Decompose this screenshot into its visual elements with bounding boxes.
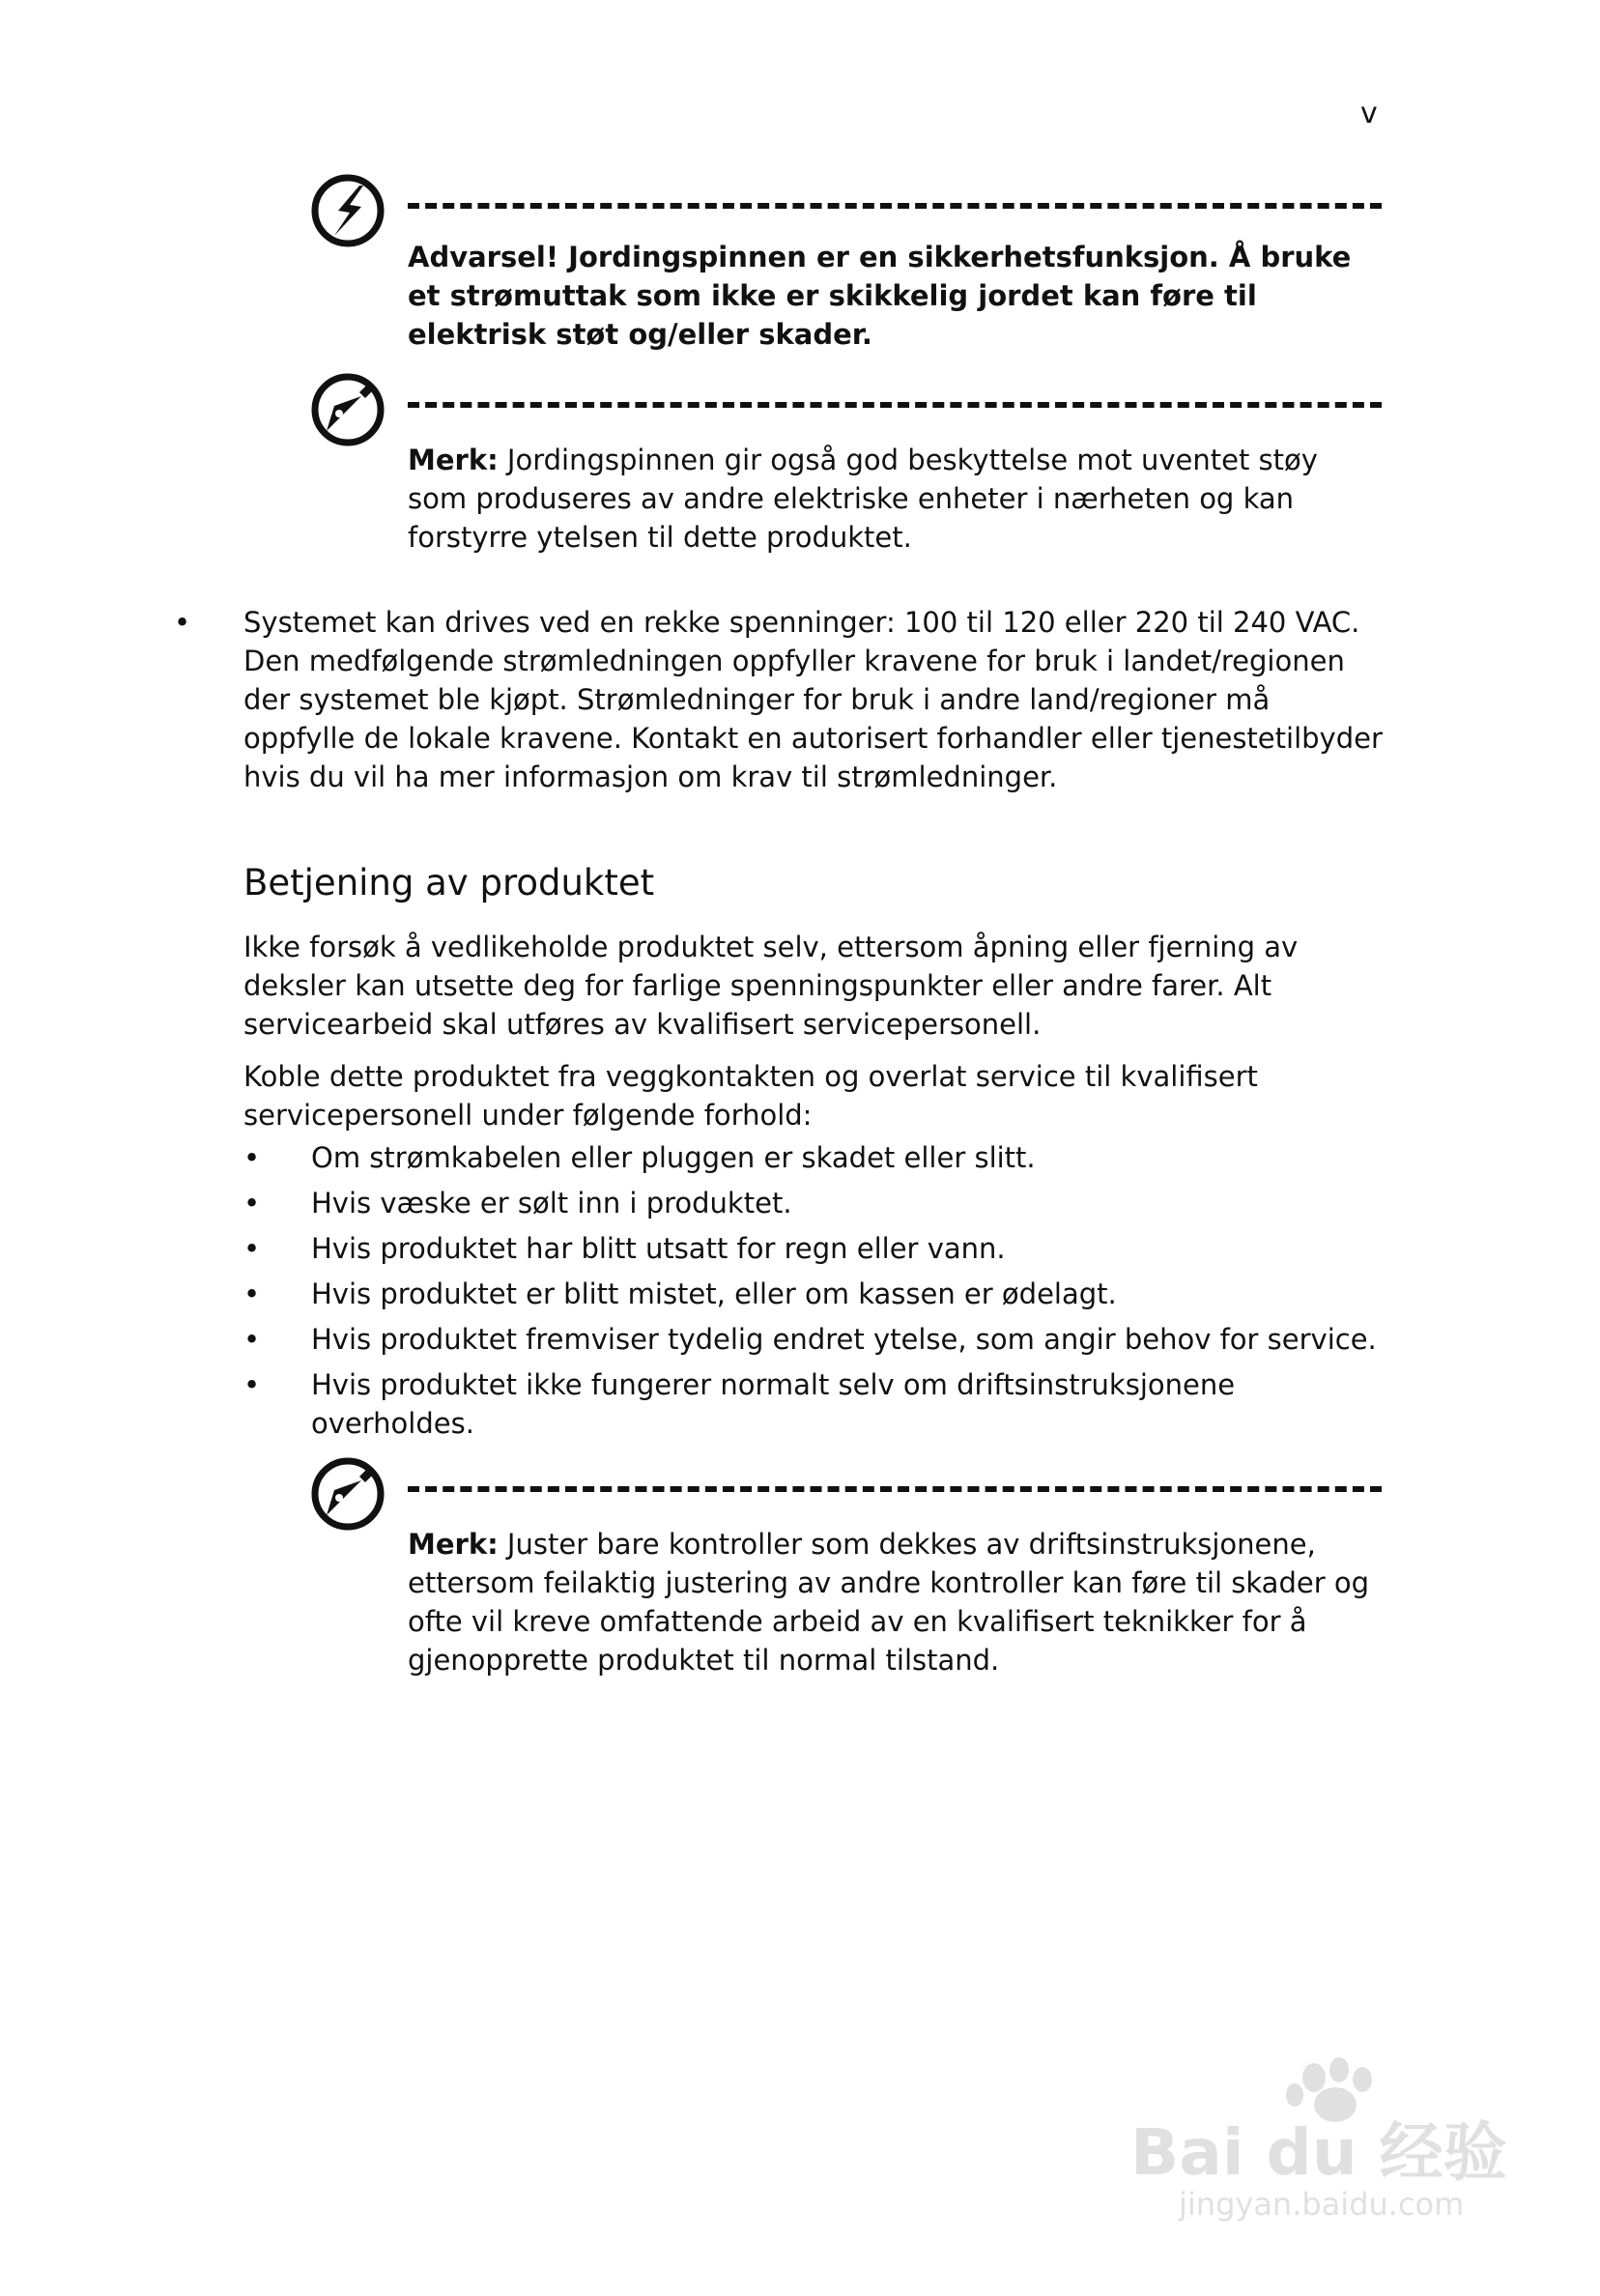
voltage-bullet bbox=[174, 603, 1384, 796]
list-item bbox=[243, 1275, 1393, 1313]
bullet-marker: • bbox=[174, 606, 191, 639]
list-item bbox=[243, 1138, 1393, 1177]
note-body: Jordingspinnen gir også god beskyttelse mot uventet støy som produseres av andre elektriske enheter i nærheten og kan forstyrre ytelsen til dette produktet. bbox=[408, 444, 1318, 554]
list-item bbox=[243, 1184, 1393, 1222]
list-item bbox=[243, 1229, 1393, 1268]
section-paragraph-2: Koble dette produktet fra veggkontakten og overlat service til kvalifisert servicepersonell under følgende forhold: bbox=[243, 1060, 1258, 1132]
bullet-marker: • bbox=[243, 1141, 261, 1174]
note-1-text bbox=[408, 441, 1382, 557]
list-item-text: Hvis produktet fremviser tydelig endret ytelse, som angir behov for service. bbox=[311, 1323, 1377, 1356]
bullet-marker: • bbox=[243, 1277, 261, 1310]
note-divider bbox=[408, 402, 1382, 408]
note-2-text bbox=[408, 1525, 1382, 1679]
note-body: Juster bare kontroller som dekkes av driftsinstruksjonene, ettersom feilaktig justering av andre kontroller kan føre til skader og ofte vil kreve omfattende arbeid av en kvalifisert teknikker for å gjenopprette produktet til normal tilstand. bbox=[408, 1528, 1369, 1677]
page-number: v bbox=[1360, 97, 1378, 130]
list-item bbox=[243, 1365, 1393, 1443]
bullet-marker: • bbox=[243, 1187, 261, 1220]
list-item-text: Hvis væske er sølt inn i produktet. bbox=[311, 1187, 792, 1220]
note-label: Merk: bbox=[408, 444, 499, 476]
warning-text: Advarsel! Jordingspinnen er en sikkerhetsfunksjon. Å bruke et strømuttak som ikke er skikkelig jordet kan føre til elektrisk støt og/eller skader. bbox=[408, 241, 1352, 351]
list-item-text: Hvis produktet er blitt mistet, eller om kassen er ødelagt. bbox=[311, 1277, 1117, 1310]
section-heading: Betjening av produktet bbox=[243, 862, 655, 904]
note-divider bbox=[408, 203, 1382, 209]
note-label: Merk: bbox=[408, 1528, 499, 1561]
note-divider bbox=[408, 1486, 1382, 1492]
note-2 bbox=[309, 1455, 1382, 1707]
baidu-watermark bbox=[1121, 2029, 1507, 2223]
warning-note bbox=[309, 172, 1382, 365]
bullet-marker: • bbox=[243, 1232, 261, 1265]
section-paragraph-1: Ikke forsøk å vedlikeholde produktet selv, ettersom åpning eller fjerning av deksler kan utsette deg for farlige spenningspunkter eller andre farer. Alt servicearbeid skal utføres av kvalifisert servicepersonell. bbox=[243, 931, 1299, 1041]
pen-note-icon bbox=[309, 371, 386, 448]
list-item-text: Hvis produktet ikke fungerer normalt selv om driftsinstruksjonene overholdes. bbox=[311, 1368, 1236, 1440]
conditions-list bbox=[243, 1138, 1393, 1449]
lightning-icon bbox=[309, 172, 386, 249]
watermark-brand: Bai du 经验 bbox=[1130, 2115, 1507, 2190]
list-item-text: Om strømkabelen eller pluggen er skadet eller slitt. bbox=[311, 1141, 1036, 1174]
list-item-text: Hvis produktet har blitt utsatt for regn eller vann. bbox=[311, 1232, 1006, 1265]
list-item bbox=[243, 1320, 1393, 1359]
watermark-url: jingyan.baidu.com bbox=[1179, 2186, 1465, 2223]
bullet-marker: • bbox=[243, 1323, 261, 1356]
bullet-marker: • bbox=[243, 1368, 261, 1401]
voltage-text: Systemet kan drives ved en rekke spenninger: 100 til 120 eller 220 til 240 VAC. Den medfølgende strømledningen oppfyller kravene for bruk i landet/regionen der systemet ble kjøpt. Strømledninger for bruk i andre land/regioner må oppfylle de lokale kravene. Kontakt en autorisert forhandler eller tjenestetilbyder hvis du vil ha mer informasjon om krav til strømledninger. bbox=[243, 606, 1383, 793]
pen-note-icon bbox=[309, 1455, 386, 1533]
note-1 bbox=[309, 371, 1382, 564]
